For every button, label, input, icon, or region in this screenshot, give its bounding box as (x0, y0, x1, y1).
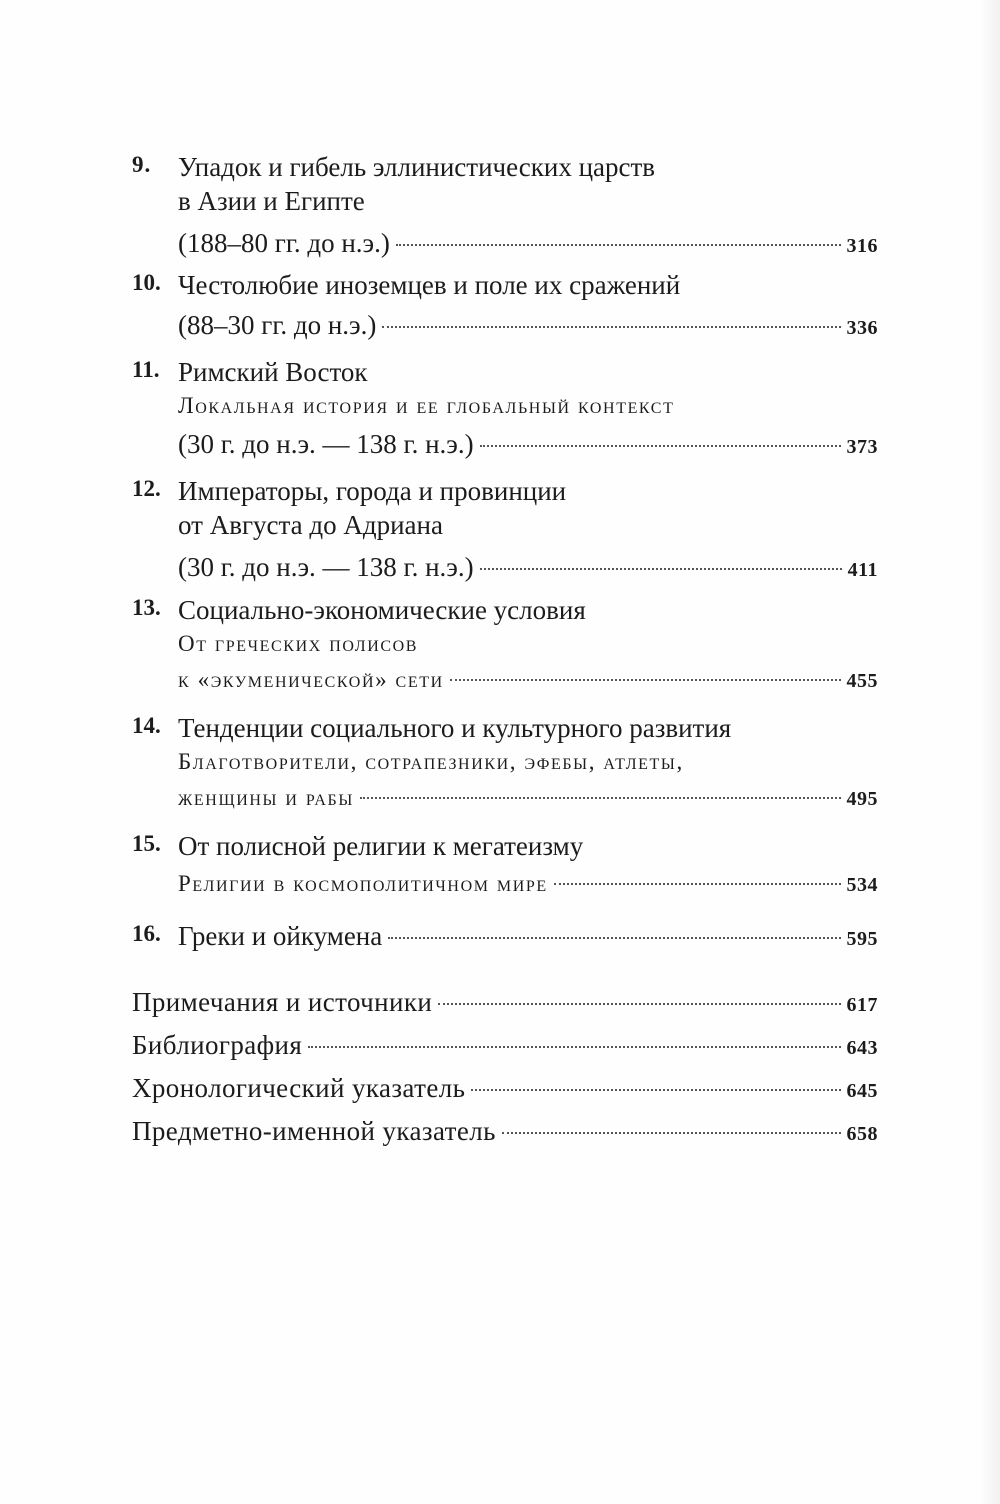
page-number: 373 (846, 436, 878, 458)
chapter-number: 11. (132, 357, 160, 382)
chapter-title: Социально-экономические условия (178, 595, 586, 625)
chapter-title: От полисной религии к мегатеизму (178, 831, 584, 861)
toc-entry-notes[interactable] (132, 985, 878, 1019)
entry-title: Предметно-именной указатель (132, 1116, 496, 1146)
dot-leader (471, 1089, 840, 1091)
page-number: 645 (846, 1080, 878, 1102)
chapter-dates: (88–30 гг. до н.э.) (178, 310, 377, 340)
page-number: 595 (846, 928, 878, 950)
toc-entry-row (178, 663, 878, 697)
chapter-dates: (30 г. до н.э. — 138 г. н.э.) (178, 552, 474, 582)
chapter-number: 14. (132, 713, 161, 738)
dot-leader (308, 1046, 840, 1048)
toc-entry-row (178, 919, 878, 953)
entry-title: Примечания и источники (132, 987, 433, 1017)
entry-title: Библиография (132, 1030, 303, 1060)
toc-entry-row (178, 781, 878, 815)
chapter-title: в Азии и Египте (178, 186, 365, 216)
chapter-title: Императоры, города и провинции (178, 476, 567, 506)
chapter-title: от Августа до Адриана (178, 510, 443, 540)
toc-entry-row (178, 427, 878, 461)
chapter-number: 12. (132, 476, 161, 501)
chapter-number: 10. (132, 270, 161, 295)
toc-entry-index[interactable] (132, 1114, 878, 1148)
dot-leader (388, 937, 840, 939)
chapter-title: Римский Восток (178, 357, 368, 387)
chapter-number: 9. (132, 152, 152, 177)
chapter-number: 16. (132, 921, 161, 946)
toc-back-matter (132, 985, 878, 1148)
page-number: 411 (847, 559, 878, 581)
dot-leader (480, 568, 842, 570)
dot-leader (450, 679, 841, 681)
chapter-subtitle: женщины и рабы (178, 785, 354, 810)
toc-entry-bibliography[interactable] (132, 1028, 878, 1062)
chapter-title: Тенденции социального и культурного развития (178, 713, 732, 743)
page-number: 495 (846, 788, 878, 810)
toc-entry-chronology[interactable] (132, 1071, 878, 1105)
chapter-title: Греки и ойкумена (178, 921, 383, 951)
page-number: 316 (846, 235, 878, 257)
chapter-subtitle: Религии в космополитичном мире (178, 871, 548, 896)
chapter-dates: (188–80 гг. до н.э.) (178, 228, 390, 258)
chapter-title: Честолюбие иноземцев и поле их сражений (178, 270, 681, 300)
dot-leader (554, 883, 841, 885)
dot-leader (396, 244, 841, 246)
dot-leader (382, 326, 840, 328)
chapter-number: 15. (132, 831, 161, 856)
dot-leader (502, 1132, 841, 1134)
toc-entry-row (178, 226, 878, 260)
chapter-subtitle: Локальная история и ее глобальный контекст (178, 393, 675, 418)
chapter-title: Упадок и гибель эллинистических царств (178, 152, 656, 182)
toc-entry-row (178, 308, 878, 342)
dot-leader (480, 445, 841, 447)
chapter-subtitle: Благотворители, сотрапезники, эфебы, атлеты, (178, 749, 684, 774)
chapter-subtitle: к «экуменической» сети (178, 667, 444, 692)
chapter-number: 13. (132, 595, 161, 620)
entry-title: Хронологический указатель (132, 1073, 466, 1103)
page-number: 643 (846, 1037, 878, 1059)
chapter-subtitle: От греческих полисов (178, 631, 419, 656)
page-number: 658 (846, 1123, 878, 1145)
page-number: 617 (846, 994, 878, 1016)
page-number: 534 (846, 874, 878, 896)
dot-leader (360, 797, 841, 799)
chapter-dates: (30 г. до н.э. — 138 г. н.э.) (178, 429, 474, 459)
page-number: 336 (846, 317, 878, 339)
toc-entry-row (178, 550, 878, 584)
dot-leader (438, 1003, 840, 1005)
page-number: 455 (846, 670, 878, 692)
toc-entry-row (178, 867, 878, 901)
